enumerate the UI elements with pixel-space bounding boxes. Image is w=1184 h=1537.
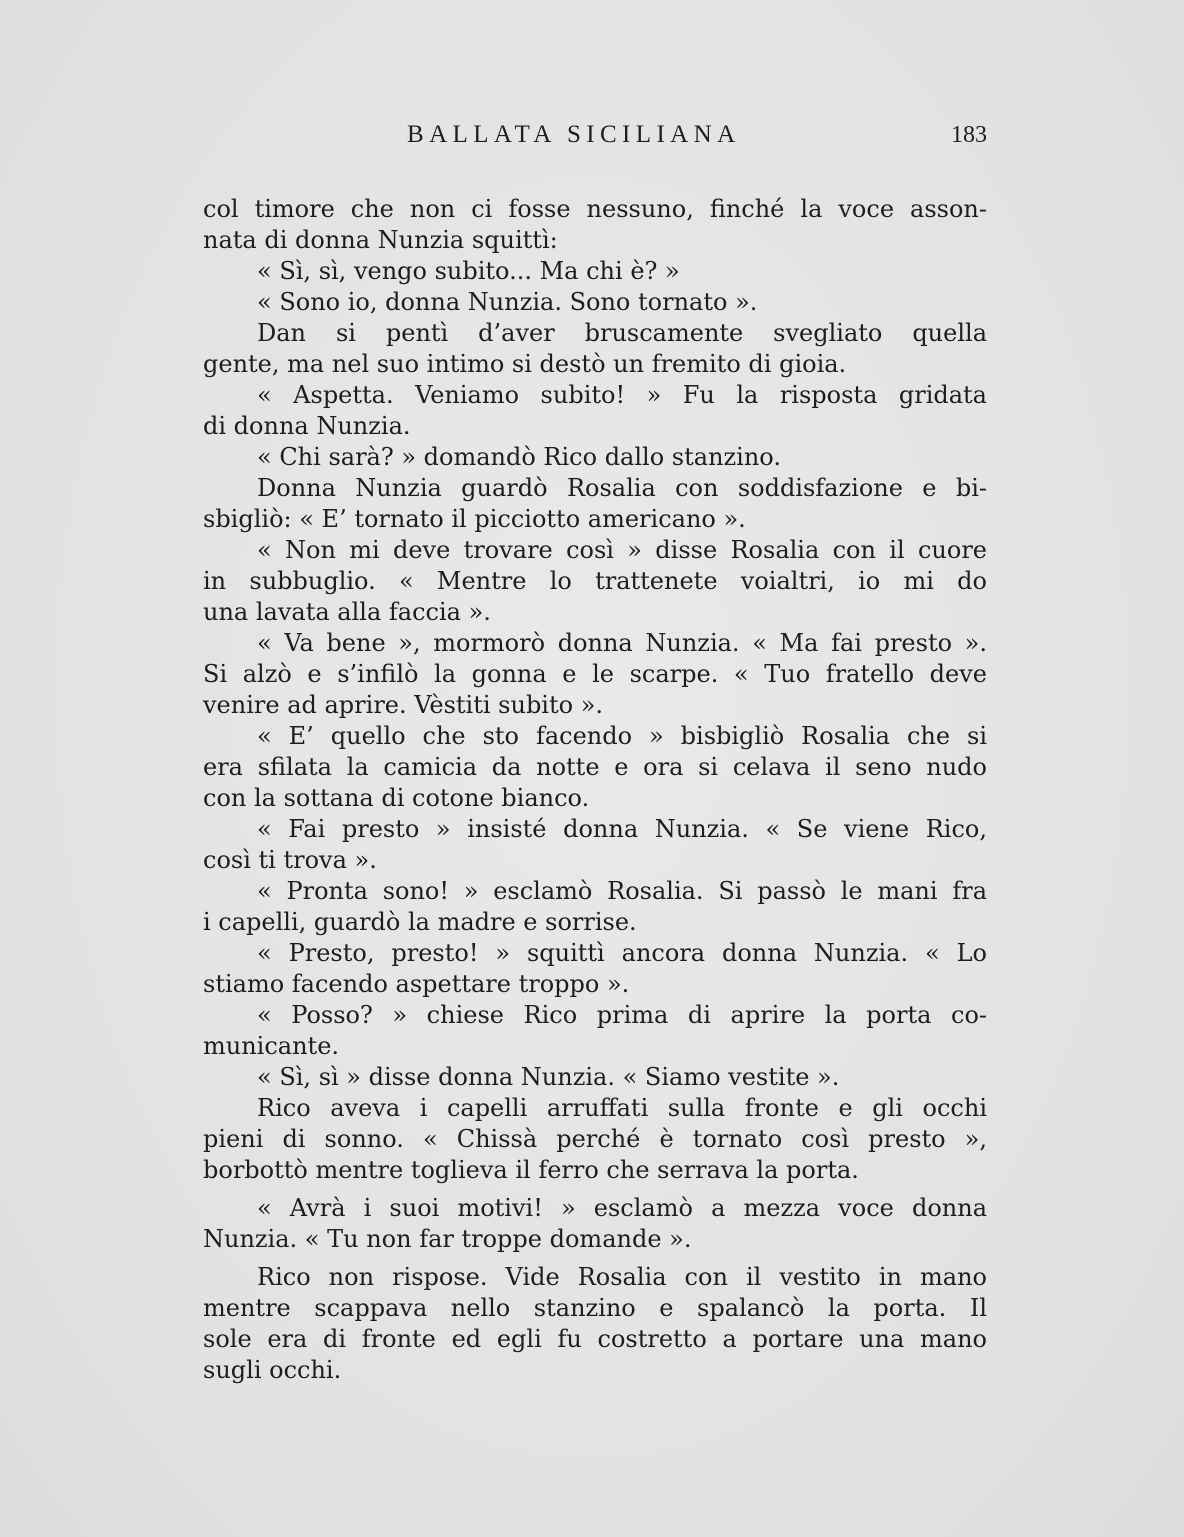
text-line: sugli occhi. <box>203 1356 342 1384</box>
text-line: « Fai presto » insisté donna Nunzia. « Se viene Rico, <box>257 815 987 843</box>
text-line: « Sono io, donna Nunzia. Sono tornato ». <box>257 288 758 316</box>
text-line: gente, ma nel suo intimo si destò un fremito di gioia. <box>203 350 847 378</box>
text-line: pieni di sonno. « Chissà perché è tornato così presto », <box>203 1125 987 1153</box>
text-line: Nunzia. « Tu non far troppe domande ». <box>203 1225 692 1253</box>
page-number: 183 <box>951 122 987 148</box>
text-line: Rico aveva i capelli arruffati sulla fronte e gli occhi <box>257 1094 987 1122</box>
text-line: « E’ quello che sto facendo » bisbigliò Rosalia che si <box>257 722 987 750</box>
text-line: era sfilata la camicia da notte e ora si celava il seno nudo <box>203 753 987 781</box>
text-line: borbottò mentre toglieva il ferro che serrava la porta. <box>203 1156 859 1184</box>
text-line: col timore che non ci fosse nessuno, finché la voce asson- <box>203 195 987 223</box>
page-header <box>203 118 987 152</box>
text-line: municante. <box>203 1032 340 1060</box>
text-line: stiamo facendo aspettare troppo ». <box>203 970 630 998</box>
text-line: Si alzò e s’infilò la gonna e le scarpe. « Tuo fratello deve <box>203 660 987 688</box>
body-text <box>203 194 987 1386</box>
text-line: « Avrà i suoi motivi! » esclamò a mezza voce donna <box>257 1194 987 1222</box>
text-line: così ti trova ». <box>203 846 377 874</box>
text-line: « Posso? » chiese Rico prima di aprire la porta co- <box>257 1001 987 1029</box>
text-line: di donna Nunzia. <box>203 412 411 440</box>
text-line: « Chi sarà? » domandò Rico dallo stanzino. <box>257 443 781 471</box>
running-title: BALLATA SICILIANA <box>407 121 741 148</box>
text-line: Donna Nunzia guardò Rosalia con soddisfazione e bi- <box>257 474 987 502</box>
text-line: sole era di fronte ed egli fu costretto a portare una mano <box>203 1325 987 1353</box>
text-line: « Sì, sì » disse donna Nunzia. « Siamo vestite ». <box>257 1063 840 1091</box>
text-line: una lavata alla faccia ». <box>203 598 491 626</box>
text-line: « Non mi deve trovare così » disse Rosalia con il cuore <box>257 536 987 564</box>
text-line: « Pronta sono! » esclamò Rosalia. Si passò le mani fra <box>257 877 987 905</box>
text-line: « Aspetta. Veniamo subito! » Fu la risposta gridata <box>257 381 987 409</box>
text-line: nata di donna Nunzia squittì: <box>203 226 558 254</box>
text-line: « Presto, presto! » squittì ancora donna Nunzia. « Lo <box>257 939 987 967</box>
text-line: venire ad aprire. Vèstiti subito ». <box>203 691 604 719</box>
text-line: mentre scappava nello stanzino e spalancò la porta. Il <box>203 1294 987 1322</box>
text-line: con la sottana di cotone bianco. <box>203 784 590 812</box>
text-line: in subbuglio. « Mentre lo trattenete voialtri, io mi do <box>203 567 987 595</box>
text-line: « Sì, sì, vengo subito... Ma chi è? » <box>257 257 680 285</box>
text-line: i capelli, guardò la madre e sorrise. <box>203 908 637 936</box>
text-line: Rico non rispose. Vide Rosalia con il vestito in mano <box>257 1263 987 1291</box>
text-line: Dan si pentì d’aver bruscamente svegliato quella <box>257 319 987 347</box>
text-line: « Va bene », mormorò donna Nunzia. « Ma fai presto ». <box>257 629 987 657</box>
text-line: sbigliò: « E’ tornato il picciotto americano ». <box>203 505 746 533</box>
